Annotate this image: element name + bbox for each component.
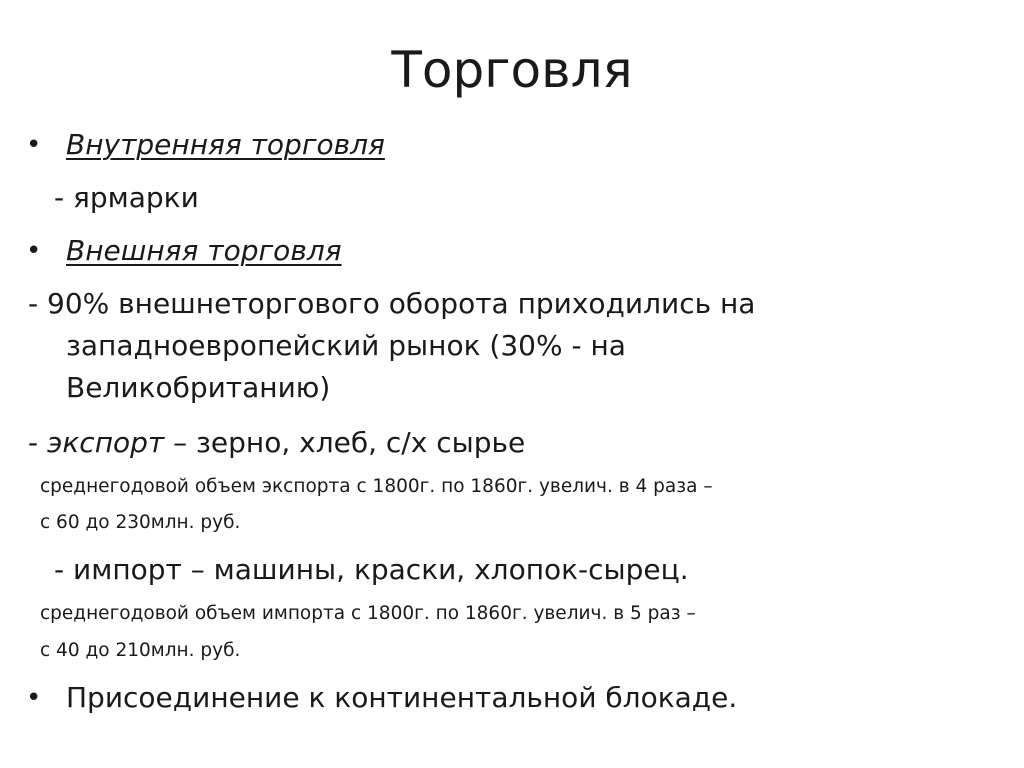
slide-title: Торговля — [391, 41, 633, 99]
share-text-line-2: западноевропейский рынок (30% - на — [66, 329, 626, 362]
import-line: - импорт – машины, краски, хлопок-сырец. — [54, 553, 689, 586]
export-note-line-2: с 60 до 230млн. руб. — [40, 512, 241, 533]
export-word: экспорт — [47, 426, 165, 459]
share-text-line-3: Великобританию) — [66, 371, 331, 404]
bullet-icon: • — [26, 683, 42, 713]
import-note-line-2: с 40 до 210млн. руб. — [40, 640, 241, 661]
export-note-line-1: среднегодовой объем экспорта с 1800г. по 1860г. увелич. в 4 раза – — [40, 476, 713, 497]
fairs-text: - ярмарки — [54, 181, 199, 214]
blockade-text: Присоединение к континентальной блокаде. — [66, 681, 738, 714]
export-rest: – зерно, хлеб, с/х сырье — [164, 426, 526, 459]
import-note-line-1: среднегодовой объем импорта с 1800г. по 1860г. увелич. в 5 раз – — [40, 603, 696, 624]
export-prefix: - — [28, 426, 48, 459]
export-line — [28, 423, 525, 463]
share-text-line-1: - 90% внешнеторгового оборота приходились на — [28, 287, 756, 320]
internal-trade-heading: Внутренняя торговля — [66, 128, 385, 161]
bullet-icon: • — [26, 236, 42, 266]
bullet-icon: • — [26, 130, 42, 160]
external-trade-heading: Внешняя торговля — [66, 234, 342, 267]
